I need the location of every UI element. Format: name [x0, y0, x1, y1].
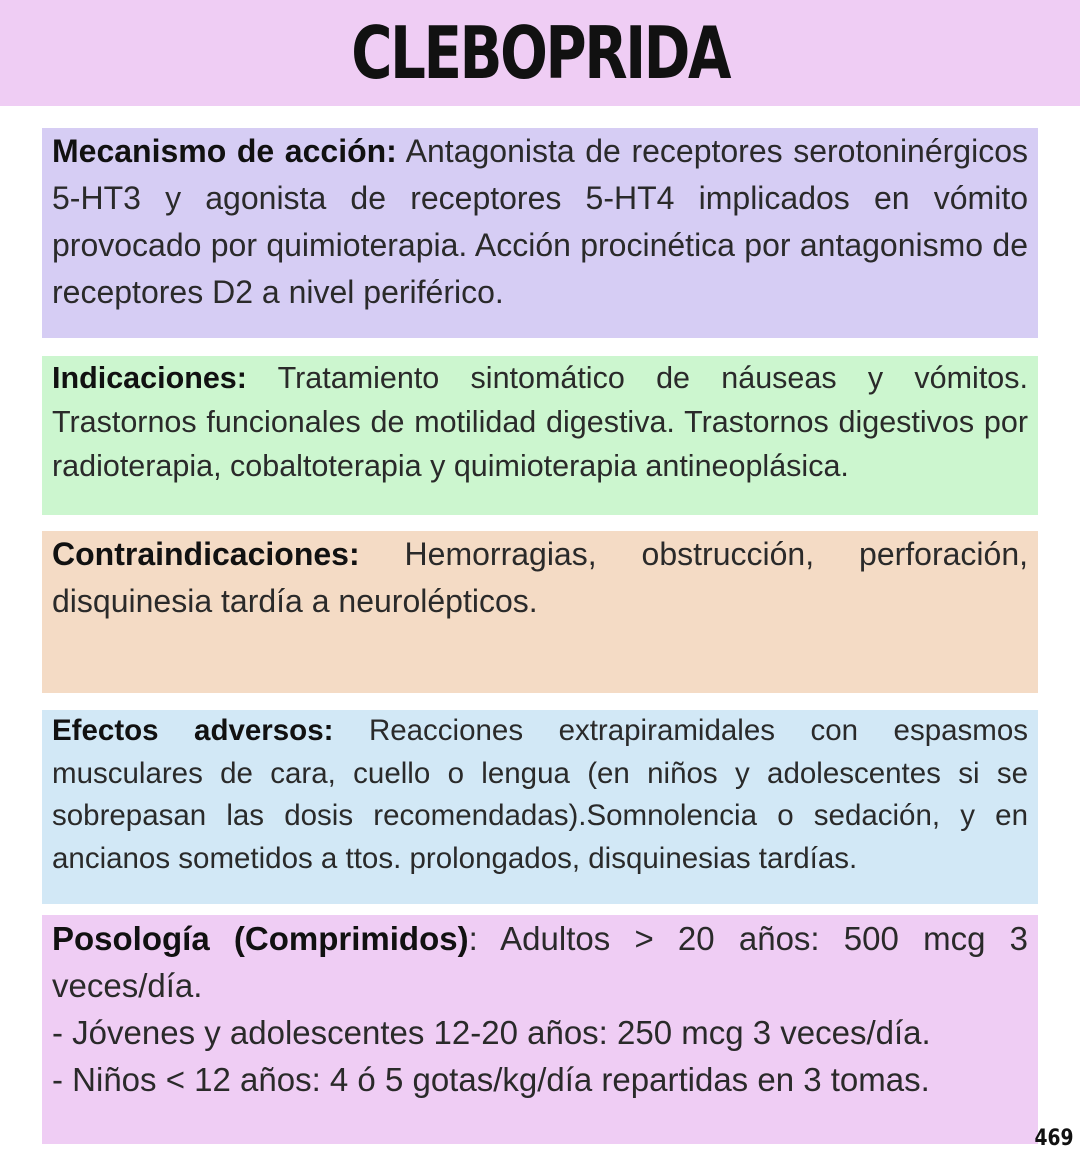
section-posologia: [42, 915, 1038, 1144]
indicaciones-paragraph: [52, 356, 1028, 488]
indicaciones-text: Tratamiento sintomático de náuseas y vómitos. Trastornos funcionales de motilidad digestiva. Trastornos digestivos por radioterapia, cobaltoterapia y quimioterapia antineoplásica.: [52, 361, 1028, 483]
posologia-paragraph: [52, 915, 1028, 1103]
title-banner: [0, 0, 1080, 106]
mecanismo-text: Antagonista de receptores serotoninérgicos 5-HT3 y agonista de receptores 5-HT4 implicados en vómito provocado por quimioterapia. Acción procinética por antagonismo de receptores D2 a nivel periférico.: [52, 133, 1029, 310]
efectos-label: Efectos adversos:: [52, 714, 334, 747]
page-number: 469: [1034, 1126, 1074, 1151]
section-efectos-adversos: [42, 710, 1038, 904]
posologia-intro: : Adultos > 20 años: 500 mcg 3 veces/día.: [52, 920, 1029, 1004]
efectos-paragraph: [52, 710, 1028, 880]
page-title: CLEBOPRIDA: [351, 11, 729, 95]
section-mecanismo: [42, 128, 1038, 338]
mecanismo-paragraph: [52, 128, 1028, 316]
efectos-text: Reacciones extrapiramidales con espasmos musculares de cara, cuello o lengua (en niños y adolescentes si se sobrepasan las dosis recomendadas).Somnolencia o sedación, y en ancianos sometidos a ttos. prolongados, disquinesias tardías.: [52, 714, 1028, 875]
contraindicaciones-label: Contraindicaciones:: [52, 536, 360, 572]
section-indicaciones: [42, 356, 1038, 515]
posologia-label: Posología (Comprimidos): [52, 920, 469, 957]
mecanismo-label: Mecanismo de acción:: [52, 133, 397, 169]
section-contraindicaciones: [42, 531, 1038, 693]
contraindicaciones-text: Hemorragias, obstrucción, perforación, disquinesia tardía a neurolépticos.: [52, 536, 1028, 619]
contraindicaciones-paragraph: [52, 531, 1028, 625]
indicaciones-label: Indicaciones:: [52, 361, 247, 395]
posologia-line-ninos: - Niños < 12 años: 4 ó 5 gotas/kg/día repartidas en 3 tomas.: [52, 1061, 930, 1098]
posologia-line-jovenes: - Jóvenes y adolescentes 12-20 años: 250 mcg 3 veces/día.: [52, 1014, 931, 1051]
